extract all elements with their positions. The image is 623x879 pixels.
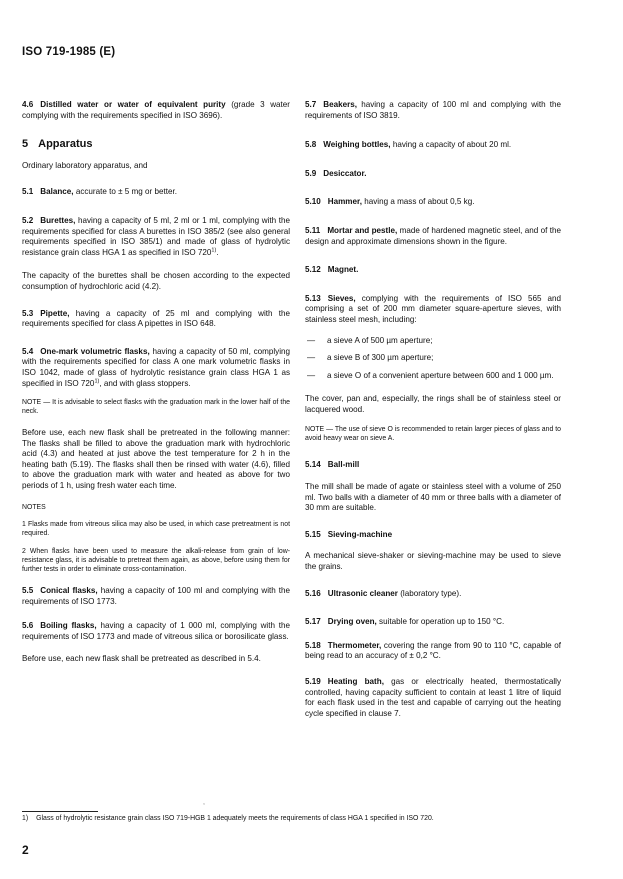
clause-5-4-paragraph: Before use, each new flask shall be pretreated in the following manner: The flasks shall be filled to above the graduation mark with hydrochloric acid (4.3) and heated at just above the test temperature for 2 h in the heating bath (5.19). The flasks shall then be rinsed with water (4.6), filled to above the graduation mark with water and heated as above for two periods of 1 h, using fresh water each time.	[22, 428, 290, 491]
clause-5-1: 5.1 Balance, accurate to ± 5 mg or better.	[22, 187, 177, 197]
notes-heading: NOTES	[22, 503, 46, 511]
clause-5-6: 5.6 Boiling flasks, having a capacity of 1 000 ml, complying with the requirements of ISO 1773 and made of vitreous silica or borosilicate glass.	[22, 621, 290, 642]
clause-5-17: 5.17 Drying oven, suitable for operation up to 150 °C.	[305, 617, 505, 627]
note-2: 2 When flasks have been used to measure the alkali-release from grain of low-resistance glass, it is advisable to pretreat them again, as above, before using them for further tests in order to eliminate cross-contamination.	[22, 548, 290, 574]
footnote-divider	[22, 811, 98, 812]
clause-5-15-paragraph: A mechanical sieve-shaker or sieving-machine may be used to sieve the grains.	[305, 551, 561, 572]
stray-mark: ,	[203, 799, 205, 806]
clause-5-8: 5.8 Weighing bottles, having a capacity of about 20 ml.	[305, 140, 512, 150]
clause-5-13-paragraph: The cover, pan and, especially, the rings shall be of stainless steel or lacquered wood.	[305, 394, 561, 414]
clause-5-5: 5.5 Conical flasks, having a capacity of 100 ml and complying with the requirements of ISO 1773.	[22, 586, 290, 606]
clause-5-4-note: NOTE — It is advisable to select flasks with the graduation mark in the lower half of the neck.	[22, 399, 290, 416]
clause-5-15: 5.15 Sieving-machine	[305, 529, 393, 539]
clause-5-11: 5.11 Mortar and pestle, made of hardened magnetic steel, and of the design and approximate dimensions shown in the figure.	[305, 225, 561, 246]
clause-5-3: 5.3 Pipette, having a capacity of 25 ml and complying with the requirements specified for class A pipettes in ISO 648.	[22, 308, 290, 329]
clause-5-16: 5.16 Ultrasonic cleaner (laboratory type).	[305, 588, 462, 598]
right-column	[305, 100, 561, 732]
left-column	[22, 100, 290, 677]
footnote: 1) Glass of hydrolytic resistance grain class ISO 719-HGB 1 adequately meets the requirements of class HGA 1 specified in ISO 720.	[22, 815, 434, 822]
clause-4-6: 4.6 Distilled water or water of equivalent purity (grade 3 water complying with the requirements specified in ISO 3696).	[22, 100, 291, 120]
clause-5-19: 5.19 Heating bath, gas or electrically heated, thermostatically controlled, having capacity sufficient to contain at least 1 litre of liquid for each flask used in the test and capable of carrying out the heating cycle specified in clause 7.	[305, 677, 561, 718]
section-intro: Ordinary laboratory apparatus, and	[22, 160, 148, 170]
clause-5-7: 5.7 Beakers, having a capacity of 100 ml and complying with the requirements of ISO 3819.	[305, 100, 561, 120]
list-item: — a sieve O of a convenient aperture between 600 and 1 000 µm.	[305, 371, 561, 382]
clause-5-13-note: NOTE — The use of sieve O is recommended to retain larger pieces of glass and to avoid heavy wear on sieve A.	[305, 425, 561, 442]
section-heading: 5 Apparatus	[22, 138, 93, 151]
list-item: — a sieve A of 500 µm aperture;	[305, 336, 561, 347]
clause-5-18: 5.18 Thermometer, covering the range from 90 to 110 °C, capable of being read to an accuracy of ± 0,2 °C.	[305, 640, 562, 661]
clause-5-2-paragraph: The capacity of the burettes shall be chosen according to the expected consumption of hydrochloric acid (4.2).	[22, 271, 290, 291]
page-number: 2	[22, 843, 29, 857]
sieve-list	[305, 336, 561, 382]
clause-5-2: 5.2 Burettes, having a capacity of 5 ml, 2 ml or 1 ml, complying with the requirements specified for class A burettes in ISO 385/2 (see also general requirements specified in ISO 385/1) and made of glass of hydrolytic resistance grain class HGA 1 as specified in ISO 720$^{1)}$.	[22, 215, 290, 257]
list-item: — a sieve B of 300 µm aperture;	[305, 353, 561, 364]
clause-5-14: 5.14 Ball-mill	[305, 459, 360, 469]
note-1: 1 Flasks made from vitreous silica may also be used, in which case pretreatment is not required.	[22, 521, 290, 538]
clause-5-13: 5.13 Sieves, complying with the requirements of ISO 565 and comprising a set of 200 mm diameter square-aperture sieves, with stainless steel mesh, including:	[305, 293, 562, 324]
clause-5-4: 5.4 One-mark volumetric flasks, having a capacity of 50 ml, complying with the requirements specified for class A one mark volumetric flasks in ISO 1042, made of glass of hydrolytic resistance grain class HGA 1 as specified in ISO 720$^{1)}$, and with glass stoppers.	[22, 346, 291, 388]
clause-5-6-paragraph: Before use, each new flask shall be pretreated as described in 5.4.	[22, 653, 261, 663]
clause-5-14-paragraph: The mill shall be made of agate or stainless steel with a volume of 250 ml. Two balls with a diameter of 40 mm or three balls with a diameter of 30 mm are suitable.	[305, 482, 561, 513]
clause-5-12: 5.12 Magnet.	[305, 265, 359, 275]
clause-5-10: 5.10 Hammer, having a mass of about 0,5 kg.	[305, 197, 475, 207]
document-header: ISO 719-1985 (E)	[22, 46, 116, 58]
clause-5-9: 5.9 Desiccator.	[305, 168, 367, 178]
